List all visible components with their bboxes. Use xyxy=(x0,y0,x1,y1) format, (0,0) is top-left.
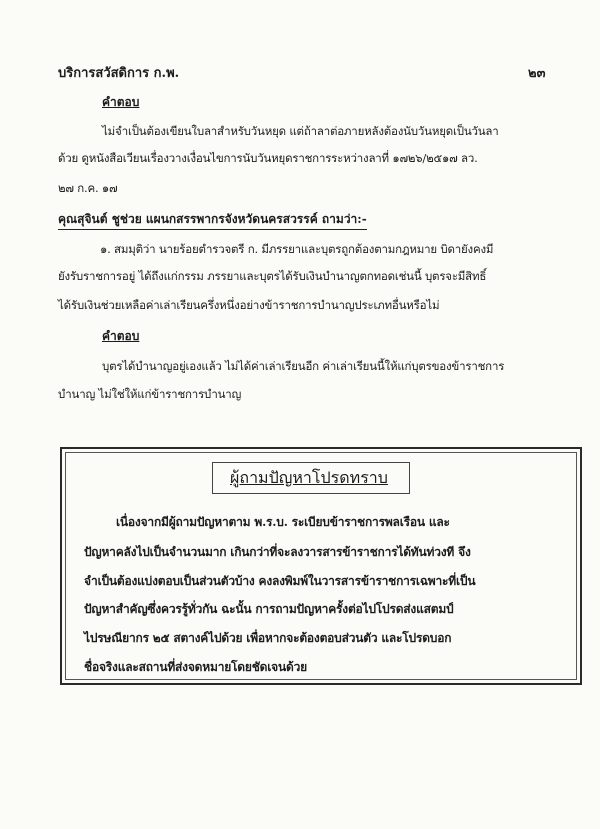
question-line: ๑. สมมุติว่า นายร้อยตำรวจตรี ก. มีภรรยาและบุตรถูกต้องตามกฎหมาย บิดายังคงมี xyxy=(100,242,494,256)
page-number: ๒๓ xyxy=(528,66,546,81)
question-line: ได้รับเงินช่วยเหลือค่าเล่าเรียนครึ่งหนึ่งอย่างข้าราชการบำนาญประเภทอื่นหรือไม่ xyxy=(58,298,440,312)
notice-line: ชื่อจริงและสถานที่ส่งจดหมายโดยชัดเจนด้วย xyxy=(84,660,307,674)
running-header: บริการสวัสดิการ ก.พ. xyxy=(58,66,180,81)
answer-label: คำตอบ xyxy=(102,95,140,109)
notice-title: ผู้ถามปัญหาโปรดทราบ xyxy=(230,468,388,487)
notice-line: ไปรษณียากร ๒๕ สตางค์ไปด้วย เพื่อหากจะต้องตอบส่วนตัว และโปรดบอก xyxy=(84,631,452,645)
question-line: ยังรับราชการอยู่ ได้ถึงแก่กรรม ภรรยาและบุตรได้รับเงินบำนาญตกทอดเช่นนี้ บุตรจะมีสิทธิ์ xyxy=(58,269,487,283)
answer-line: ด้วย ดูหนังสือเวียนเรื่องวางเงื่อนไขการนับวันหยุดราชการระหว่างลาที่ ๑๗๒๖/๒๕๑๗ ลว. xyxy=(58,151,478,165)
answer-line: ไม่จำเป็นต้องเขียนใบลาสำหรับวันหยุด แต่ถ้าลาต่อภายหลังต้องนับวันหยุดเป็นวันลา xyxy=(102,124,499,138)
notice-line: เนื่องจากมีผู้ถามปัญหาตาม พ.ร.บ. ระเบียบข้าราชการพลเรือน และ xyxy=(116,515,450,529)
notice-line: ปัญหาสำคัญซึ่งควรรู้ทั่วกัน ฉะนั้น การถามปัญหาครั้งต่อไปโปรดส่งแสตมป์ xyxy=(84,602,454,616)
question-asker: คุณสุจินต์ ชูช่วย แผนกสรรพากรจังหวัดนครสวรรค์ ถามว่า:- xyxy=(58,210,367,230)
notice-line: จำเป็นต้องแบ่งตอบเป็นส่วนตัวบ้าง คงลงพิมพ์ในวารสารข้าราชการเฉพาะที่เป็น xyxy=(84,574,476,588)
answer-line: ๒๗ ก.ค. ๑๗ xyxy=(58,181,118,195)
answer-label: คำตอบ xyxy=(102,329,140,343)
answer-line: บุตรได้บำนาญอยู่เองแล้ว ไม่ได้ค่าเล่าเรียนอีก ค่าเล่าเรียนนี้ให้แก่บุตรของข้าราชการ xyxy=(102,359,505,373)
notice-line: ปัญหาคลังไปเป็นจำนวนมาก เกินกว่าที่จะลงวารสารข้าราชการได้ทันท่วงที จึง xyxy=(84,545,471,559)
answer-line: บำนาญ ไม่ใช่ให้แก่ข้าราชการบำนาญ xyxy=(58,387,242,401)
